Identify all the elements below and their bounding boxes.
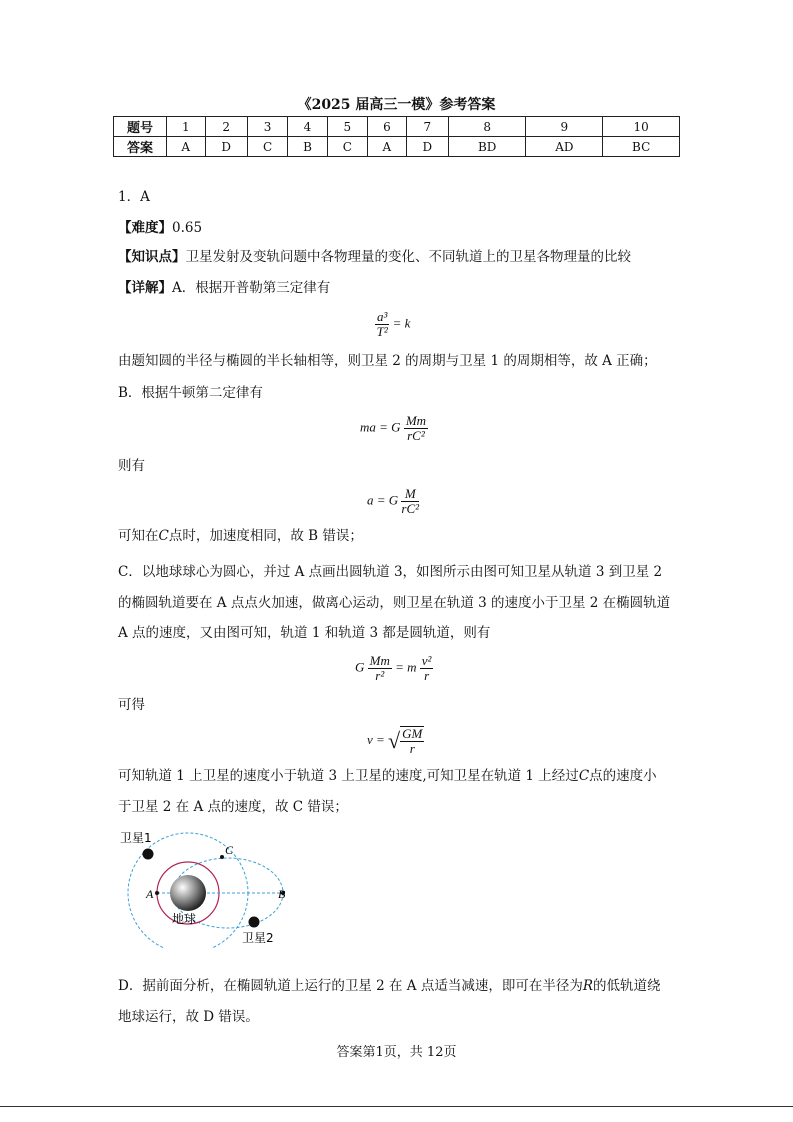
label-c: C [225,843,234,857]
table-cell: D [205,137,247,157]
table-header-cell: 题号 [114,117,167,137]
text-line-b2 [118,527,363,545]
eq4-lhs: G [355,659,365,675]
text-segment: 点的速度小 [589,768,657,784]
label-sat1: 卫星1 [120,831,152,845]
text-line-c4 [118,767,657,785]
table-cell: B [288,137,327,157]
table-cell: 9 [526,117,603,137]
label-a: A [146,887,154,901]
table-cell: 4 [288,117,327,137]
knowledge-text: 卫星发射及变轨问题中各物理量的变化、不同轨道上的卫星各物理量的比较 [185,249,631,265]
label-earth: 地球 [172,912,197,926]
text-line-c2: 的椭圆轨道要在 A 点点火加速，做离心运动，则卫星在轨道 3 的速度小于卫星 2 在椭圆轨道 [118,595,671,611]
eq4-denominator-1: r² [375,668,385,683]
text-line-c5: 于卫星 2 在 A 点的速度，故 C 错误； [118,799,348,815]
eq3-lhs: a = G [367,492,399,508]
orbit-diagram [118,826,298,948]
text-line-d1 [118,977,661,995]
eq4-numerator-1: Mm [369,653,390,668]
eq1-numerator: a³ [377,309,388,324]
table-cell: C [247,137,288,157]
then-have: 则有 [118,458,145,474]
can-get: 可得 [118,697,145,713]
table-cell: 7 [406,117,448,137]
text-line-c3: A 点的速度，又由图可知，轨道 1 和轨道 3 都是圆轨道，则有 [118,625,491,641]
question-heading: 1．A [118,189,150,205]
table-cell: C [327,137,368,157]
point-c [220,855,224,859]
table-cell: 8 [448,117,525,137]
eq4-numerator-2: v² [421,653,432,668]
eq1-denominator: T² [376,324,388,339]
point-c-var: C [158,528,169,544]
eq2-numerator: Mm [405,413,427,428]
table-cell: 10 [603,117,680,137]
text-line-a: 由题知圆的半径与椭圆的半长轴相等，则卫星 2 的周期与卫星 1 的周期相等，故 A 正确； [118,353,657,369]
table-cell: 1 [167,117,206,137]
earth-icon [170,875,206,911]
detail-text: A．根据开普勒第三定律有 [172,280,331,296]
table-cell: BC [603,137,680,157]
equation-acceleration [367,487,419,516]
equation-velocity [367,726,424,756]
page-title: 《2025 届高三一模》参考答案 [297,97,496,113]
table-cell: 3 [247,117,288,137]
text-segment: D．据前面分析，在椭圆轨道上运行的卫星 2 在 A 点适当减速，即可在半径为 [118,978,583,994]
equation-newton [360,414,428,443]
table-cell: 5 [327,117,368,137]
radius-var: R [582,978,593,994]
satellite-2-icon [249,917,260,928]
bottom-divider [0,1106,793,1107]
text-line-b: B．根据牛顿第二定律有 [118,385,263,401]
table-cell: A [368,137,407,157]
answer-table [113,116,680,157]
difficulty-label: 【难度】 [118,220,172,236]
satellite-1-icon [143,849,154,860]
label-b: B [278,887,286,901]
eq2-lhs: ma = G [360,419,401,435]
eq5-lhs: v = [367,731,385,747]
table-cell: AD [526,137,603,157]
knowledge-label: 【知识点】 [118,249,186,265]
difficulty-line [118,219,202,237]
eq3-denominator: rC² [401,501,420,516]
table-row [114,117,680,137]
detail-line [118,279,330,297]
table-cell: A [167,137,206,157]
text-segment: 点时，加速度相同，故 B 错误； [168,528,363,544]
eq5-numerator: GM [402,726,423,741]
text-line-c1: C．以地球球心为圆心，并过 A 点画出圆轨道 3，如图所示由图可知卫星从轨道 3 到卫星 2 [118,564,663,580]
knowledge-line [118,248,631,266]
eq3-numerator: M [401,487,419,502]
point-a [155,891,159,895]
label-sat2: 卫星2 [242,931,274,945]
eq2-denominator: rC² [407,428,425,443]
table-cell: 6 [368,117,407,137]
detail-label: 【详解】 [118,280,172,296]
sqrt-icon: √ [388,728,401,753]
text-segment: 可知轨道 1 上卫星的速度小于轨道 3 上卫星的速度,可知卫星在轨道 1 上经过 [118,768,579,784]
table-cell: BD [448,137,525,157]
eq1-rhs: = k [392,315,411,331]
table-cell: D [406,137,448,157]
equation-centripetal [355,654,433,683]
table-row [114,137,680,157]
page-footer: 答案第1页，共 12页 [336,1045,457,1060]
text-segment: 的低轨道绕 [593,978,661,994]
eq4-denominator-2: r [424,668,430,683]
point-c-var: C [578,768,590,784]
difficulty-value: 0.65 [172,220,203,236]
text-segment: 可知在 [118,528,159,544]
text-line-d2: 地球运行，故 D 错误。 [118,1009,259,1025]
table-header-cell: 答案 [114,137,167,157]
eq5-denominator: r [409,741,415,756]
equation-kepler [375,310,410,339]
table-cell: 2 [205,117,247,137]
eq4-mid: = m [395,659,417,675]
